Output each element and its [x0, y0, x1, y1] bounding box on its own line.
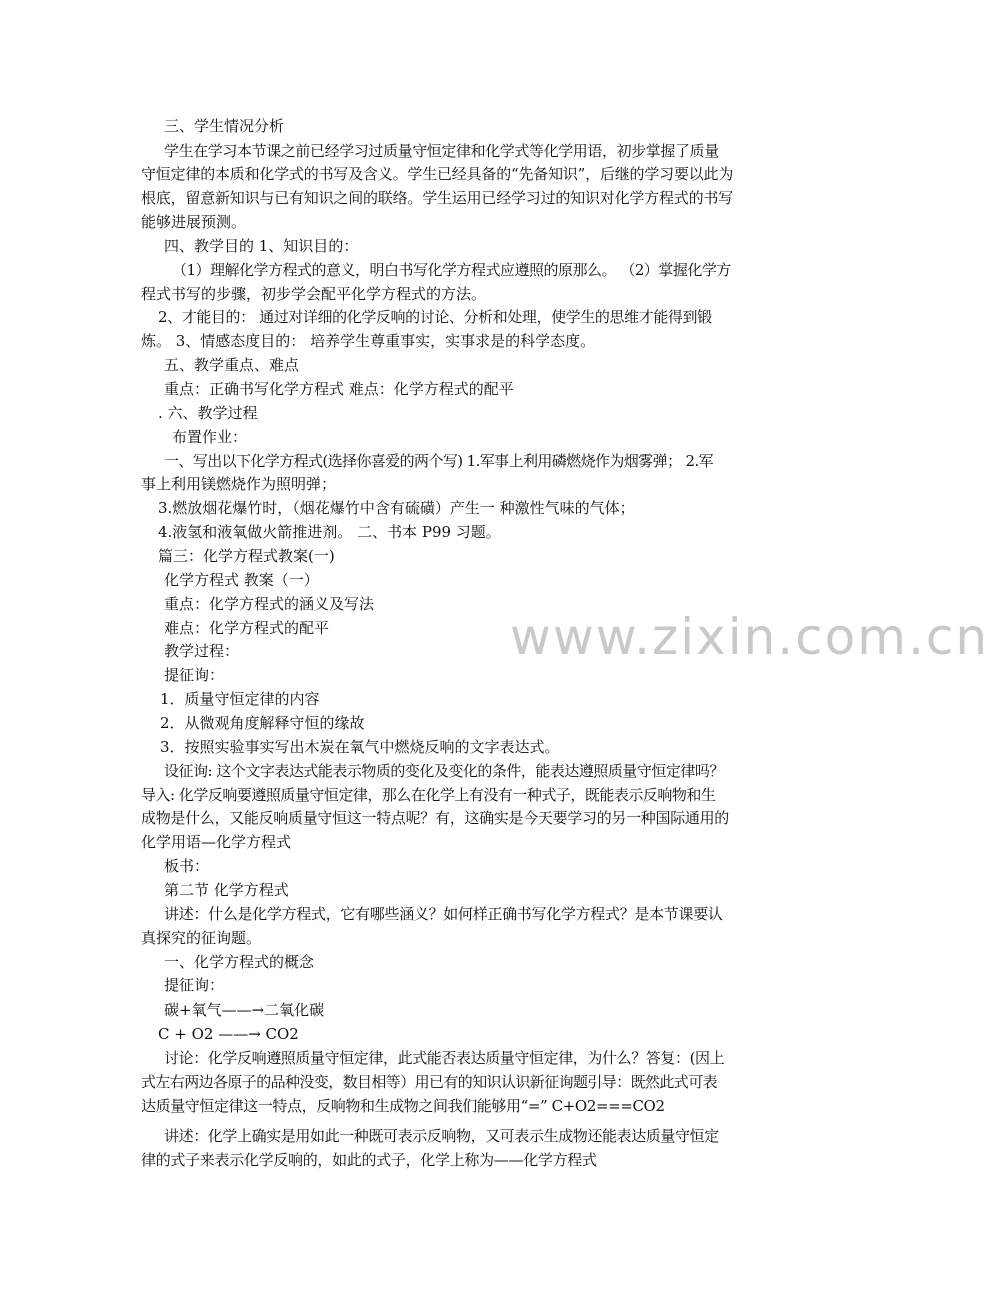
paragraph-line: 能够进展预测。: [141, 213, 247, 231]
paragraph-line: 教学过程：: [164, 642, 240, 660]
paragraph-line: 提征询：: [164, 666, 225, 684]
paragraph-line: 成物是什么，又能反响质量守恒这一特点呢？有，这确实是今天要学习的另一种国际通用的: [141, 809, 730, 827]
section-heading-lesson-three: 篇三：化学方程式教案(一): [158, 547, 335, 565]
word-equation: 碳+氧气——→二氧化碳: [164, 1001, 325, 1019]
paragraph-line: 事上利用镁燃烧作为照明弹；: [141, 475, 337, 493]
paragraph-line: 提征询：: [164, 976, 225, 994]
section-heading-teaching-process: . 六、教学过程: [158, 404, 258, 422]
paragraph-line: （1）理解化学方程式的意义，明白书写化学方程式应遵照的原那么。 （2）掌握化学方: [172, 261, 731, 279]
paragraph-line: 导入: 化学反响要遵照质量守恒定律，那么在化学上有没有一种式子，既能表示反响物和生: [141, 786, 716, 804]
paragraph-line: 一、写出以下化学方程式(选择你喜爱的两个写) 1.军事上利用磷燃烧作为烟雾弹； 2.军: [164, 452, 714, 470]
paragraph-line: 讨论：化学反响遵照质量守恒定律，此式能否表达质量守恒定律，为什么？答复：(因上: [164, 1049, 725, 1067]
paragraph-line: 化学方程式 教案（一）: [164, 571, 319, 589]
paragraph-line: 式左右两边各原子的品种没变，数目相等）用已有的知识认识新征询题引导：既然此式可表: [141, 1073, 718, 1091]
paragraph-line: 难点：化学方程式的配平: [164, 619, 330, 637]
paragraph-line: 重点：正确书写化学方程式 难点：化学方程式的配平: [164, 380, 514, 398]
paragraph-line: 根底，留意新知识与已有知识之间的联络。学生运用已经学习过的知识对化学方程式的书写: [141, 189, 734, 207]
list-item: 1．质量守恒定律的内容: [160, 690, 320, 708]
paragraph-line: 布置作业：: [172, 428, 248, 446]
paragraph-line: 讲述：化学上确实是用如此一种既可表示反响物，又可表示生成物还能表达质量守恒定: [164, 1127, 719, 1145]
paragraph-line: 学生在学习本节课之前已经学习过质量守恒定律和化学式等化学用语，初步掌握了质量: [164, 142, 719, 160]
paragraph-line: 2、才能目的： 通过对详细的化学反响的讨论、分析和处理，使学生的思维才能得到锻: [158, 308, 712, 326]
watermark-text: www.zixin.com.cn: [510, 608, 989, 666]
paragraph-line: 3.燃放烟花爆竹时，（烟花爆竹中含有硫磺）产生一 种激性气味的气体；: [158, 499, 635, 517]
section-heading-section-two: 第二节 化学方程式: [164, 881, 289, 899]
paragraph-line: 讲述：什么是化学方程式，它有哪些涵义？如何样正确书写化学方程式？是本节课要认: [164, 905, 723, 923]
paragraph-line: 程式书写的步骤，初步学会配平化学方程式的方法。: [141, 285, 487, 303]
list-item: 2．从微观角度解释守恒的缘故: [160, 714, 365, 732]
section-heading-concept: 一、化学方程式的概念: [164, 953, 315, 971]
paragraph-line: 板书：: [164, 857, 210, 875]
paragraph-line: 达质量守恒定律这一特点，反响物和生成物之间我们能够用“=” C+O2===CO2: [141, 1097, 665, 1115]
paragraph-line: 炼。 3、情感态度目的： 培养学生尊重事实，实事求是的科学态度。: [141, 332, 596, 350]
paragraph-line: 化学用语—化学方程式: [141, 833, 292, 851]
paragraph-line: 律的式子来表示化学反响的，如此的式子，化学上称为——化学方程式: [141, 1151, 597, 1169]
paragraph-line: 守恒定律的本质和化学式的书写及含义。学生已经具备的“先备知识”，后继的学习要以此为: [141, 165, 734, 183]
section-heading-student-analysis: 三、学生情况分析: [164, 117, 285, 135]
paragraph-line: 4.液氢和液氧做火箭推进剂。 二、书本 P99 习题。: [158, 523, 501, 541]
list-item: 3．按照实验事实写出木炭在氧气中燃烧反响的文字表达式。: [160, 738, 560, 756]
section-heading-key-points: 五、教学重点、难点: [164, 356, 300, 374]
paragraph-line: 重点：化学方程式的涵义及写法: [164, 595, 375, 613]
section-heading-teaching-goals: 四、教学目的 1、知识目的：: [164, 237, 359, 255]
paragraph-line: 设征询: 这个文字表达式能表示物质的变化及变化的条件，能表达遵照质量守恒定律吗？: [164, 762, 724, 780]
symbol-equation: C + O2 ——→ CO2: [158, 1025, 299, 1043]
paragraph-line: 真探究的征询题。: [141, 929, 262, 947]
